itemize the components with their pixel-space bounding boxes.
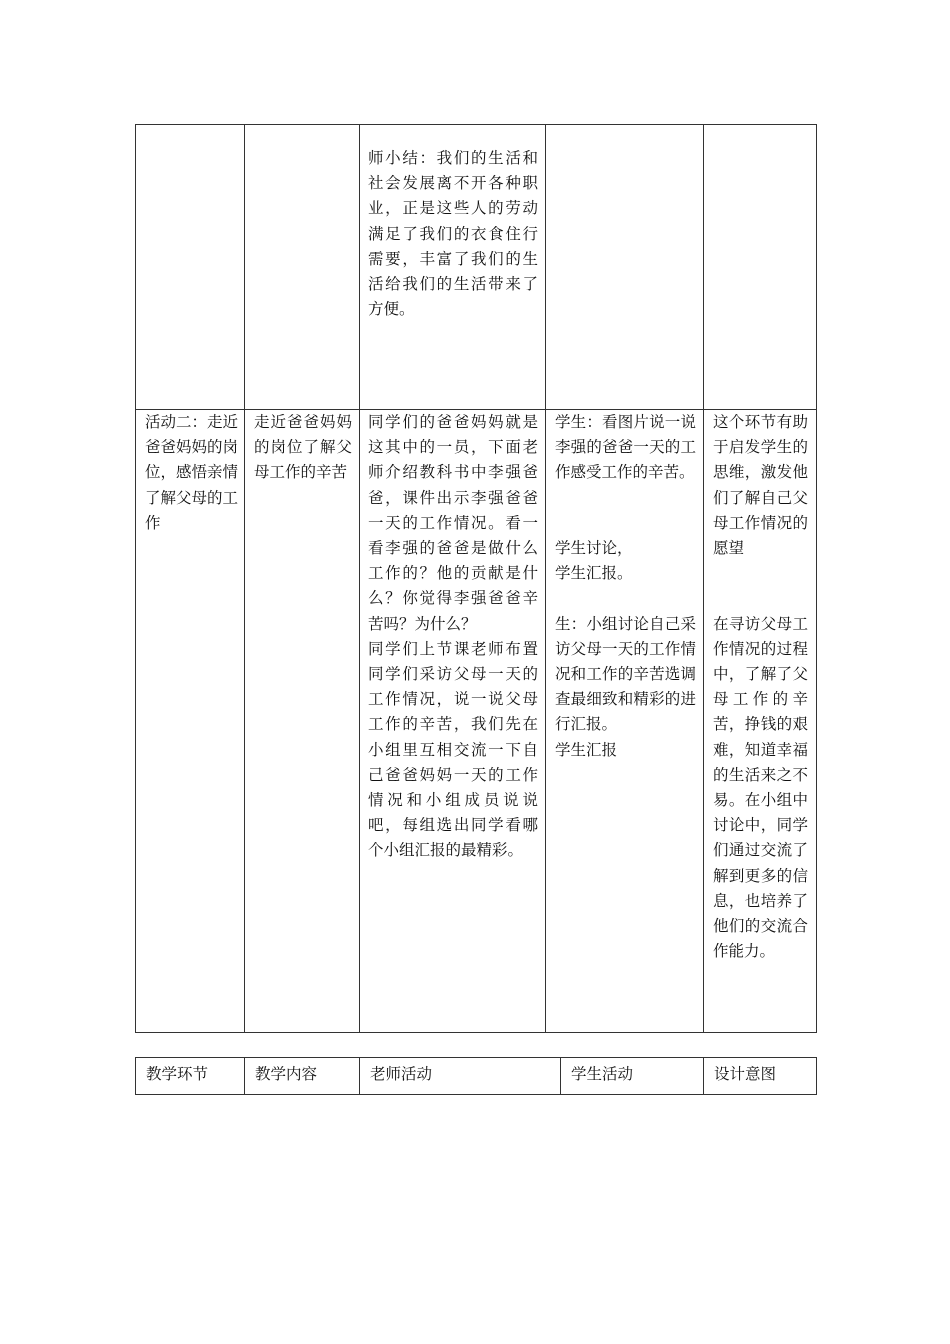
table-cell [245, 410, 360, 1033]
table-cell [136, 410, 245, 1033]
header-teaching-stage: 教学环节 [146, 1065, 209, 1083]
table-cell [546, 125, 704, 410]
teacher-activity-text: 同学们的爸爸妈妈就是这其中的一员，下面老师介绍教科书中李强爸爸，课件出示李强爸爸一天的工作情况。看一看李强的爸爸是做什么工作的？他的贡献是什么？你觉得李强爸爸辛苦吗？为什么？ 同学们上节课老师布置同学们采访父母一天的工作情况，说一说父母工作的辛苦，我们先在小组里互相交流一下自己爸爸妈妈一天的工作情况和小组成员说说吧，每组选出同学看哪个小组汇报的最精彩。 [368, 413, 538, 860]
table-cell [360, 125, 546, 410]
table-row [136, 410, 817, 1033]
table-row [136, 125, 817, 410]
teacher-summary-text: 师小结：我们的生活和社会发展离不开各种职业，正是这些人的劳动满足了我们的衣食住行需要，丰富了我们的生活给我们的生活带来了方便。 [368, 149, 538, 319]
table-cell [360, 410, 546, 1033]
table-row [136, 1058, 817, 1095]
table-cell [561, 1058, 704, 1095]
header-table [135, 1057, 817, 1095]
table-cell [704, 125, 817, 410]
table-cell [546, 410, 704, 1033]
table-cell [245, 125, 360, 410]
header-teaching-content: 教学内容 [255, 1065, 318, 1083]
header-design-intent: 设计意图 [714, 1065, 777, 1083]
table-cell [704, 1058, 817, 1095]
teaching-stage-text: 活动二：走近爸爸妈妈的岗位，感悟亲情了解父母的工作 [145, 413, 239, 532]
table-cell [245, 1058, 360, 1095]
design-intent-text: 这个环节有助于启发学生的思维，激发他们了解自己父母工作情况的愿望 在寻访父母工作情况的过程中，了解了父母工作的辛苦，挣钱的艰难，知道幸福的生活来之不易。在小组中讨论中，同学们通过交流了解到更多的信息，也培养了他们的交流合作能力。 [713, 413, 808, 961]
header-teacher-activity: 老师活动 [370, 1065, 433, 1083]
header-student-activity: 学生活动 [571, 1065, 634, 1083]
student-activity-text: 学生：看图片说一说李强的爸爸一天的工作感受工作的辛苦。 学生讨论， 学生汇报。 生：小组讨论自己采访父母一天的工作情况和工作的辛苦选调查最细致和精彩的进行汇报。 学生汇报 [555, 413, 696, 759]
lesson-plan-table [135, 124, 817, 1033]
table-cell [704, 410, 817, 1033]
table-cell [136, 125, 245, 410]
table-cell [360, 1058, 561, 1095]
teaching-content-text: 走近爸爸妈妈的岗位了解父母工作的辛苦 [254, 413, 352, 482]
table-cell [136, 1058, 245, 1095]
